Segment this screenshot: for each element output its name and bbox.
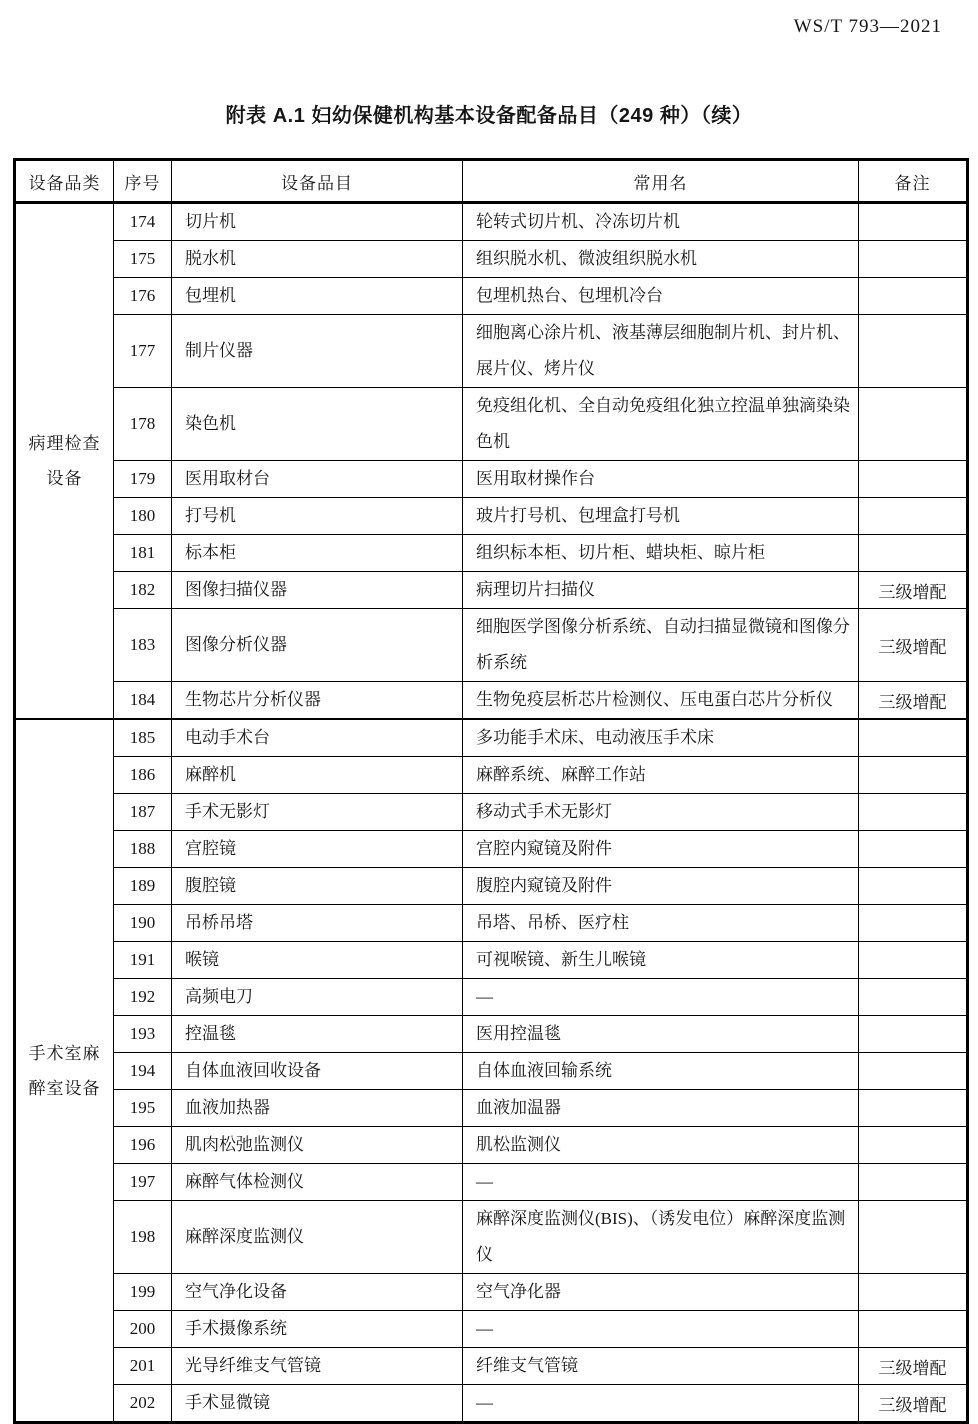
row-item: 血液加热器 xyxy=(172,1090,463,1127)
row-item: 光导纤维支气管镜 xyxy=(172,1348,463,1385)
row-no: 188 xyxy=(114,831,172,868)
row-common-name: 轮转式切片机、冷冻切片机 xyxy=(463,203,859,241)
row-common-name: 麻醉系统、麻醉工作站 xyxy=(463,757,859,794)
row-no: 187 xyxy=(114,794,172,831)
row-common-name: 腹腔内窥镜及附件 xyxy=(463,868,859,905)
row-common-name: 玻片打号机、包埋盒打号机 xyxy=(463,498,859,535)
category-cell-operating-room xyxy=(15,719,114,1423)
table-row xyxy=(15,1016,968,1053)
row-common-name: 组织脱水机、微波组织脱水机 xyxy=(463,241,859,278)
row-note xyxy=(859,498,968,535)
table-row xyxy=(15,241,968,278)
row-note: 三级增配 xyxy=(859,1348,968,1385)
table-row xyxy=(15,1201,968,1274)
row-common-name: — xyxy=(463,979,859,1016)
table-row xyxy=(15,794,968,831)
row-common-name: 医用控温毯 xyxy=(463,1016,859,1053)
row-item: 空气净化设备 xyxy=(172,1274,463,1311)
table-header-row xyxy=(15,160,968,203)
row-note xyxy=(859,1090,968,1127)
row-no: 196 xyxy=(114,1127,172,1164)
table-row xyxy=(15,1164,968,1201)
doc-number: WS/T 793—2021 xyxy=(793,16,942,37)
row-item: 制片仪器 xyxy=(172,315,463,388)
row-no: 178 xyxy=(114,388,172,461)
row-item: 手术显微镜 xyxy=(172,1385,463,1423)
table-row xyxy=(15,315,968,388)
row-note xyxy=(859,1274,968,1311)
row-item: 吊桥吊塔 xyxy=(172,905,463,942)
row-item: 麻醉机 xyxy=(172,757,463,794)
row-item: 标本柜 xyxy=(172,535,463,572)
row-no: 180 xyxy=(114,498,172,535)
header-common-name: 常用名 xyxy=(463,160,859,203)
row-no: 197 xyxy=(114,1164,172,1201)
row-common-name: 组织标本柜、切片柜、蜡块柜、晾片柜 xyxy=(463,535,859,572)
row-note xyxy=(859,1201,968,1274)
row-common-name: 包埋机热台、包埋机冷台 xyxy=(463,278,859,315)
row-no: 182 xyxy=(114,572,172,609)
row-note xyxy=(859,979,968,1016)
row-item: 切片机 xyxy=(172,203,463,241)
row-item: 医用取材台 xyxy=(172,461,463,498)
row-common-name: 纤维支气管镜 xyxy=(463,1348,859,1385)
row-item: 包埋机 xyxy=(172,278,463,315)
table-row xyxy=(15,278,968,315)
row-item: 高频电刀 xyxy=(172,979,463,1016)
table-row xyxy=(15,1385,968,1423)
table-row xyxy=(15,388,968,461)
row-common-name: 肌松监测仪 xyxy=(463,1127,859,1164)
row-item: 染色机 xyxy=(172,388,463,461)
table-row xyxy=(15,1274,968,1311)
row-common-name: 生物免疫层析芯片检测仪、压电蛋白芯片分析仪 xyxy=(463,682,859,720)
row-no: 193 xyxy=(114,1016,172,1053)
row-no: 202 xyxy=(114,1385,172,1423)
row-note: 三级增配 xyxy=(859,1385,968,1423)
row-no: 185 xyxy=(114,719,172,757)
category-line: 手术室麻 xyxy=(28,1043,101,1063)
row-note: 三级增配 xyxy=(859,682,968,720)
table-row xyxy=(15,1348,968,1385)
table-row xyxy=(15,535,968,572)
row-no: 190 xyxy=(114,905,172,942)
row-item: 肌肉松弛监测仪 xyxy=(172,1127,463,1164)
row-item: 打号机 xyxy=(172,498,463,535)
row-no: 174 xyxy=(114,203,172,241)
row-item: 图像扫描仪器 xyxy=(172,572,463,609)
row-common-name: 病理切片扫描仪 xyxy=(463,572,859,609)
row-item: 控温毯 xyxy=(172,1016,463,1053)
row-no: 175 xyxy=(114,241,172,278)
row-note xyxy=(859,1311,968,1348)
table-row xyxy=(15,868,968,905)
row-no: 200 xyxy=(114,1311,172,1348)
table-row xyxy=(15,461,968,498)
row-note xyxy=(859,757,968,794)
row-note xyxy=(859,1053,968,1090)
row-common-name: 可视喉镜、新生儿喉镜 xyxy=(463,942,859,979)
row-note xyxy=(859,942,968,979)
row-note xyxy=(859,203,968,241)
table-row xyxy=(15,682,968,720)
row-item: 生物芯片分析仪器 xyxy=(172,682,463,720)
row-note: 三级增配 xyxy=(859,572,968,609)
row-item: 麻醉气体检测仪 xyxy=(172,1164,463,1201)
row-note xyxy=(859,719,968,757)
row-item: 电动手术台 xyxy=(172,719,463,757)
row-no: 177 xyxy=(114,315,172,388)
row-no: 183 xyxy=(114,609,172,682)
row-common-name: 免疫组化机、全自动免疫组化独立控温单独滴染染色机 xyxy=(463,388,859,461)
category-cell-pathology xyxy=(15,203,114,720)
category-line: 醉室设备 xyxy=(28,1078,101,1098)
row-item: 宫腔镜 xyxy=(172,831,463,868)
row-common-name: 麻醉深度监测仪(BIS)、（诱发电位）麻醉深度监测仪 xyxy=(463,1201,859,1274)
row-common-name: — xyxy=(463,1311,859,1348)
row-item: 图像分析仪器 xyxy=(172,609,463,682)
row-common-name: 医用取材操作台 xyxy=(463,461,859,498)
row-no: 194 xyxy=(114,1053,172,1090)
row-common-name: — xyxy=(463,1164,859,1201)
row-no: 195 xyxy=(114,1090,172,1127)
equipment-table xyxy=(13,158,969,1424)
table-row xyxy=(15,1311,968,1348)
table-row xyxy=(15,498,968,535)
category-line: 病理检查 xyxy=(28,434,101,453)
table-row xyxy=(15,905,968,942)
row-no: 189 xyxy=(114,868,172,905)
row-item: 麻醉深度监测仪 xyxy=(172,1201,463,1274)
row-no: 191 xyxy=(114,942,172,979)
row-common-name: 多功能手术床、电动液压手术床 xyxy=(463,719,859,757)
page-title: 附表 A.1 妇幼保健机构基本设备配备品目（249 种）（续） xyxy=(225,105,753,127)
row-common-name: 自体血液回输系统 xyxy=(463,1053,859,1090)
row-common-name: 细胞离心涂片机、液基薄层细胞制片机、封片机、展片仪、烤片仪 xyxy=(463,315,859,388)
row-note xyxy=(859,535,968,572)
row-common-name: 细胞医学图像分析系统、自动扫描显微镜和图像分析系统 xyxy=(463,609,859,682)
row-note xyxy=(859,1164,968,1201)
row-note xyxy=(859,831,968,868)
row-note xyxy=(859,905,968,942)
category-line: 设备 xyxy=(46,469,83,488)
row-common-name: 宫腔内窥镜及附件 xyxy=(463,831,859,868)
table-row xyxy=(15,572,968,609)
row-note xyxy=(859,241,968,278)
row-no: 179 xyxy=(114,461,172,498)
row-common-name: 移动式手术无影灯 xyxy=(463,794,859,831)
table-row xyxy=(15,831,968,868)
row-note xyxy=(859,794,968,831)
row-item: 喉镜 xyxy=(172,942,463,979)
table-row xyxy=(15,203,968,241)
header-no: 序号 xyxy=(114,160,172,203)
table-row xyxy=(15,979,968,1016)
header-category: 设备品类 xyxy=(15,160,114,203)
row-note xyxy=(859,1016,968,1053)
table-row xyxy=(15,609,968,682)
row-item: 腹腔镜 xyxy=(172,868,463,905)
row-common-name: 空气净化器 xyxy=(463,1274,859,1311)
header-item: 设备品目 xyxy=(172,160,463,203)
row-note xyxy=(859,278,968,315)
table-row xyxy=(15,942,968,979)
row-no: 186 xyxy=(114,757,172,794)
row-no: 176 xyxy=(114,278,172,315)
row-item: 手术摄像系统 xyxy=(172,1311,463,1348)
row-note xyxy=(859,868,968,905)
row-no: 201 xyxy=(114,1348,172,1385)
row-common-name: 血液加温器 xyxy=(463,1090,859,1127)
table-row xyxy=(15,1053,968,1090)
row-note xyxy=(859,315,968,388)
row-no: 181 xyxy=(114,535,172,572)
row-no: 192 xyxy=(114,979,172,1016)
row-note xyxy=(859,388,968,461)
header-note: 备注 xyxy=(859,160,968,203)
row-item: 手术无影灯 xyxy=(172,794,463,831)
row-item: 脱水机 xyxy=(172,241,463,278)
table-row xyxy=(15,1090,968,1127)
row-note xyxy=(859,1127,968,1164)
row-note xyxy=(859,461,968,498)
row-no: 198 xyxy=(114,1201,172,1274)
table-row xyxy=(15,757,968,794)
row-no: 184 xyxy=(114,682,172,720)
row-item: 自体血液回收设备 xyxy=(172,1053,463,1090)
row-no: 199 xyxy=(114,1274,172,1311)
table-row xyxy=(15,1127,968,1164)
row-common-name: — xyxy=(463,1385,859,1423)
table-row xyxy=(15,719,968,757)
row-note: 三级增配 xyxy=(859,609,968,682)
row-common-name: 吊塔、吊桥、医疗柱 xyxy=(463,905,859,942)
